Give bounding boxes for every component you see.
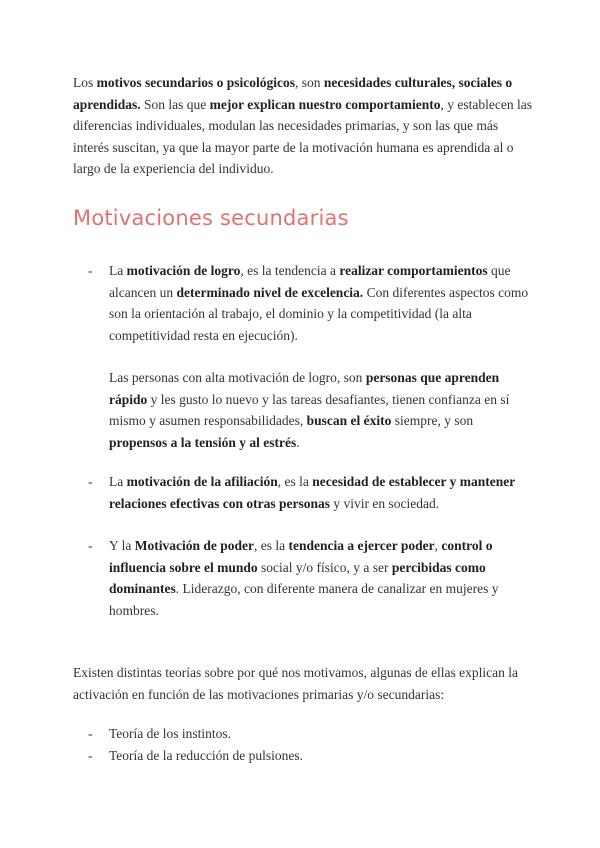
bold-term: control o influencia sobre el mundo — [109, 538, 493, 575]
bold-term: percibidas como dominantes — [109, 559, 486, 596]
intro-paragraph — [73, 72, 533, 180]
bold-term: necesidad de establecer y mantener relaciones efectivas con otras personas — [109, 474, 515, 511]
intro-bold-term: mejor explican nuestro comportamiento — [209, 96, 441, 112]
text-run: , — [434, 538, 442, 553]
text-run: . Liderazgo, con diferente manera de canalizar en mujeres y hombres. — [109, 581, 499, 618]
bold-term: propensos a la tensión y al estrés — [109, 434, 297, 450]
theory-item-text: Teoría de los instintos. — [109, 726, 232, 741]
bold-term: realizar comportamientos — [339, 263, 488, 278]
closing-paragraph: Existen distintas teorías sobre por qué nos motivamos, algunas de ellas explican la activación en función de las motivaciones primarias y/o secundarias: — [73, 665, 519, 702]
bold-term: motivación de la afiliación — [126, 474, 278, 489]
bullet-marker: - — [88, 748, 93, 763]
text-run: La — [109, 474, 127, 489]
text-run: y les gusto lo nuevo y las tareas desafiantes, tienen confianza en sí mismo y asumen responsabilidades, — [109, 391, 510, 428]
bullet-marker: - — [88, 726, 93, 741]
intro-text: Los — [73, 75, 97, 90]
bullet-text-afiliacion — [109, 471, 533, 514]
bold-term: tendencia a ejercer poder — [288, 538, 435, 553]
text-run: que alcancen un — [109, 263, 511, 300]
text-run: y vivir en sociedad. — [329, 495, 440, 511]
bold-term: motivación de logro — [126, 263, 241, 278]
text-run: Las personas con alta motivación de logro, son — [109, 370, 366, 385]
intro-text: , y establecen las diferencias individuales, modulan las necesidades primarias, y son las que más interés suscitan, ya que la mayor parte de la motivación humana es aprendida al o largo de la experiencia del individuo. — [73, 96, 532, 176]
bullet-marker: - — [88, 474, 93, 489]
intro-text: , son — [295, 75, 324, 90]
text-run: Y la — [109, 538, 135, 553]
bold-term: Motivación de poder — [134, 538, 254, 553]
bullet-marker: - — [88, 538, 93, 553]
logro-detail-paragraph — [109, 367, 533, 453]
bold-term: buscan el éxito — [306, 413, 392, 428]
bullet-text-poder — [109, 535, 533, 621]
text-run: siempre, y son — [391, 413, 474, 428]
bold-term: determinado nivel de excelencia. — [176, 284, 364, 300]
text-run: , es la — [254, 538, 289, 553]
bullet-marker: - — [88, 263, 93, 278]
theory-item-text: Teoría de la reducción de pulsiones. — [109, 748, 303, 763]
text-run: , es la — [277, 474, 313, 489]
text-run: , es la tendencia a — [240, 263, 340, 278]
intro-bold-term: motivos secundarios o psicológicos — [96, 75, 296, 90]
bullet-text-logro — [109, 260, 533, 346]
text-run: . — [296, 434, 300, 450]
text-run: Con diferentes aspectos como son la orientación al trabajo, el dominio y la competitividad (la alta competitividad resta en ejecución). — [109, 284, 529, 343]
text-run: La — [109, 263, 127, 278]
bold-term: personas que aprenden rápido — [109, 370, 500, 407]
text-run: social y/o físico, y a ser — [257, 559, 392, 575]
section-heading: Motivaciones secundarias — [73, 206, 349, 230]
intro-text: Son las que — [140, 96, 210, 112]
intro-bold-term: necesidades culturales, sociales o aprendidas. — [73, 75, 513, 112]
